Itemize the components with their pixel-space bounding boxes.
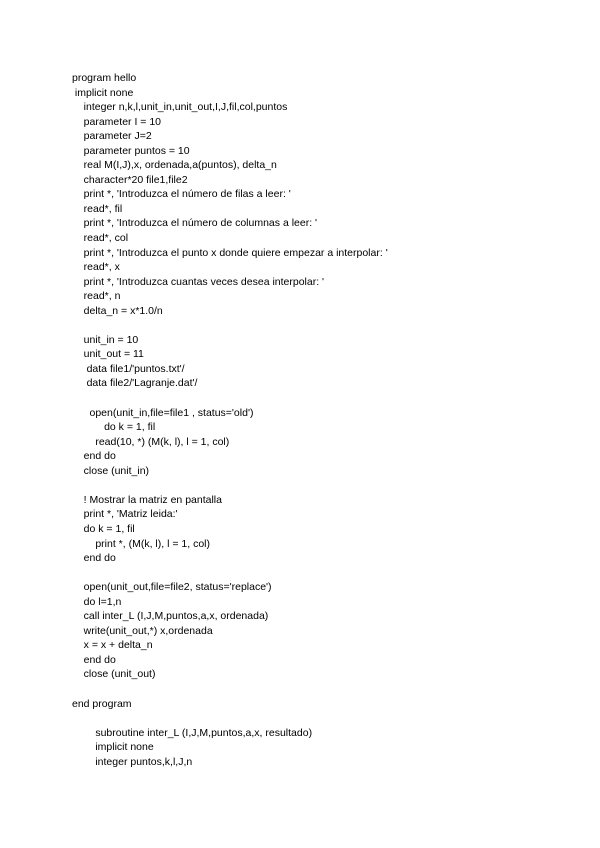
- code-line: end program: [72, 697, 132, 710]
- code-line: read(10, *) (M(k, l), l = 1, col): [72, 435, 230, 448]
- code-line: implicit none: [72, 741, 154, 754]
- code-line: end do: [72, 653, 116, 666]
- code-line: print *, 'Introduzca el número de columnas a leer: ': [72, 217, 318, 230]
- code-line: data file1/'puntos.txt'/: [72, 362, 185, 375]
- code-line: call inter_L (I,J,M,puntos,a,x, ordenada): [72, 610, 269, 623]
- code-line: [72, 711, 388, 726]
- code-line: program hello: [72, 72, 137, 84]
- code-line: end do: [72, 450, 116, 463]
- code-line: unit_in = 10: [72, 333, 139, 346]
- code-line: parameter I = 10: [72, 115, 162, 128]
- code-line: read*, col: [72, 232, 129, 245]
- code-line: print *, (M(k, l), l = 1, col): [72, 537, 210, 550]
- code-line: print *, 'Introduzca cuantas veces desea interpolar: ': [72, 275, 325, 288]
- code-line: [72, 478, 388, 493]
- code-line: implicit none: [72, 86, 134, 99]
- code-line: data file2/'Lagranje.dat'/: [72, 377, 198, 390]
- fortran-source-code: [72, 71, 388, 769]
- code-line: integer puntos,k,l,J,n: [72, 755, 193, 768]
- code-line: read*, x: [72, 261, 120, 274]
- code-line: parameter puntos = 10: [72, 144, 190, 157]
- code-line: [72, 318, 388, 333]
- code-line: delta_n = x*1.0/n: [72, 304, 163, 317]
- code-line: end do: [72, 552, 116, 565]
- code-line: close (unit_out): [72, 668, 156, 681]
- code-line: print *, 'Introduzca el punto x donde quiere empezar a interpolar: ': [72, 246, 388, 259]
- code-line: write(unit_out,*) x,ordenada: [72, 624, 213, 637]
- code-line: [72, 566, 388, 581]
- code-line: open(unit_out,file=file2, status='replace'): [72, 581, 272, 594]
- code-line: parameter J=2: [72, 130, 152, 143]
- code-line: real M(I,J),x, ordenada,a(puntos), delta_n: [72, 159, 277, 172]
- code-line: subroutine inter_L (I,J,M,puntos,a,x, resultado): [72, 726, 313, 739]
- code-line: x = x + delta_n: [72, 639, 153, 652]
- code-line: do k = 1, fil: [72, 421, 156, 434]
- code-line: print *, 'Introduzca el número de filas a leer: ': [72, 188, 291, 201]
- code-line: open(unit_in,file=file1 , status='old'): [72, 406, 254, 419]
- code-line: do k = 1, fil: [72, 522, 135, 535]
- code-line: close (unit_in): [72, 464, 150, 477]
- code-line: integer n,k,l,unit_in,unit_out,I,J,fil,col,puntos: [72, 101, 288, 114]
- code-line: do l=1,n: [72, 595, 122, 608]
- code-line: unit_out = 11: [72, 348, 144, 361]
- code-line: ! Mostrar la matriz en pantalla: [72, 493, 222, 506]
- code-line: read*, fil: [72, 202, 123, 215]
- code-line: [72, 682, 388, 697]
- code-line: character*20 file1,file2: [72, 173, 188, 186]
- code-line: [72, 391, 388, 406]
- code-line: read*, n: [72, 290, 121, 303]
- code-line: print *, 'Matriz leida:': [72, 508, 178, 521]
